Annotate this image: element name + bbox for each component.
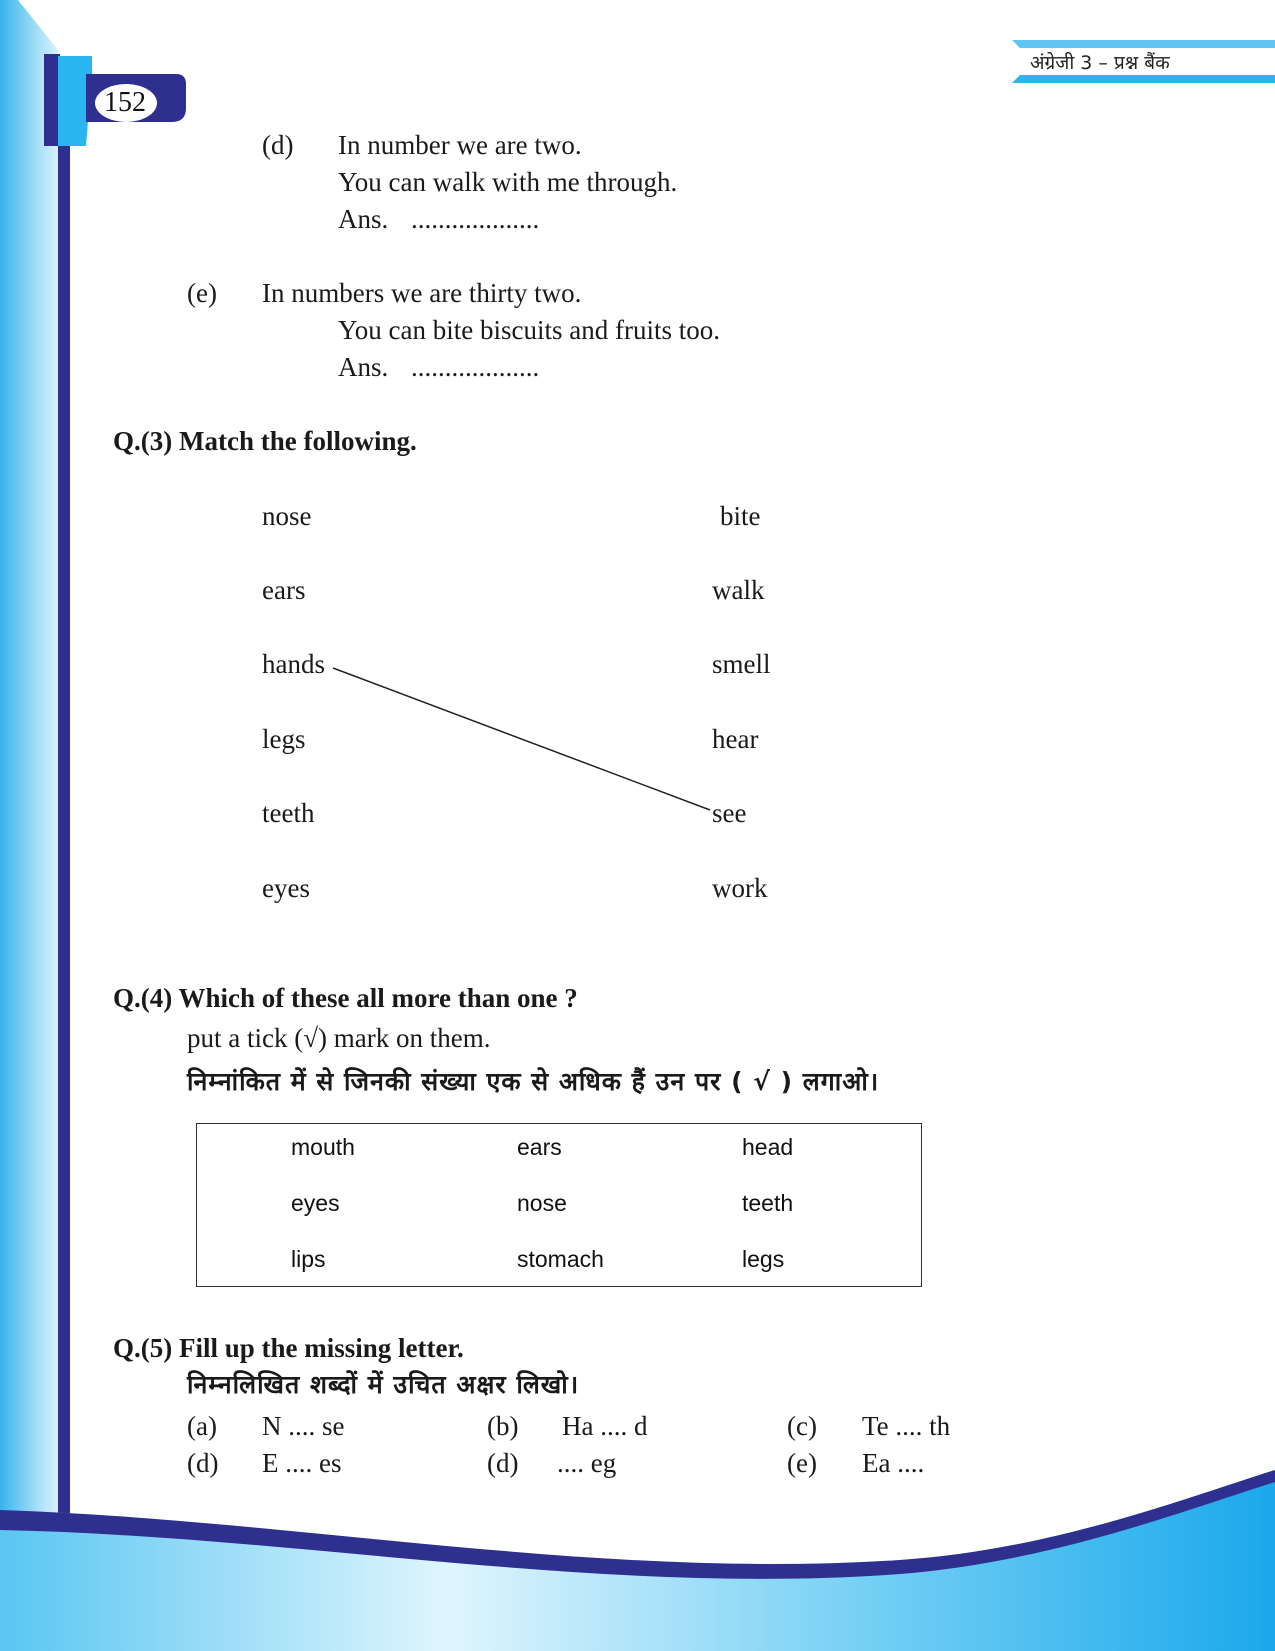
page-number: 152 (104, 87, 146, 118)
riddle-d-line2: You can walk with me through. (338, 167, 678, 197)
fill-item-label: (d) (487, 1448, 519, 1478)
riddle-d-answer-blank[interactable]: ................... (411, 204, 540, 234)
match-right-item[interactable]: see (712, 798, 747, 828)
q4-instruction-hindi: निम्नांकित में से जिनकी संख्या एक से अधिक हैं उन पर ( √ ) लगाओ। (187, 1067, 880, 1096)
word-option[interactable]: legs (742, 1246, 785, 1272)
word-option[interactable]: eyes (291, 1190, 340, 1216)
fill-item-label: (d) (187, 1448, 219, 1478)
q5-title: Q.(5) Fill up the missing letter. (113, 1333, 464, 1363)
fill-item-word[interactable]: .... eg (557, 1448, 617, 1478)
q4-title: Q.(4) Which of these all more than one ? (113, 983, 578, 1013)
fill-item-label: (e) (787, 1448, 817, 1478)
riddle-d-line1: In number we are two. (338, 130, 582, 160)
match-left-item[interactable]: ears (262, 575, 306, 605)
fill-item-label: (c) (787, 1411, 817, 1441)
riddle-e-line1: In numbers we are thirty two. (262, 278, 582, 308)
fill-item-word[interactable]: N .... se (262, 1411, 345, 1441)
fill-item-label: (b) (487, 1411, 519, 1441)
match-left-item[interactable]: nose (262, 501, 312, 531)
fill-item-word[interactable]: E .... es (262, 1448, 342, 1478)
word-option[interactable]: stomach (517, 1246, 604, 1272)
match-left-item[interactable]: legs (262, 724, 306, 754)
q4-instruction: put a tick (√) mark on them. (187, 1023, 491, 1053)
riddle-e-label: (e) (187, 278, 217, 308)
word-box (196, 1123, 922, 1287)
riddle-d-ans-label: Ans. (338, 204, 389, 234)
fill-item-word[interactable]: Ha .... d (562, 1411, 648, 1441)
match-left-item[interactable]: hands (262, 649, 325, 679)
match-right-item[interactable]: work (712, 873, 768, 903)
riddle-e-answer-blank[interactable]: ................... (411, 352, 540, 382)
match-right-item[interactable]: hear (712, 724, 759, 754)
match-right-item[interactable]: walk (712, 575, 765, 605)
match-right-item[interactable]: smell (712, 649, 771, 679)
word-option[interactable]: ears (517, 1134, 562, 1160)
match-left-item[interactable]: teeth (262, 798, 315, 828)
fill-item-word[interactable]: Te .... th (862, 1411, 951, 1441)
book-title: अंग्रेजी 3 – प्रश्न बैंक (1030, 52, 1170, 74)
word-option[interactable]: head (742, 1134, 794, 1160)
q5-instruction-hindi: निम्नलिखित शब्दों में उचित अक्षर लिखो। (187, 1370, 580, 1399)
riddle-e-ans-label: Ans. (338, 352, 389, 382)
word-option[interactable]: lips (291, 1246, 326, 1272)
q3-title: Q.(3) Match the following. (113, 426, 417, 456)
match-left-item[interactable]: eyes (262, 873, 310, 903)
word-option[interactable]: teeth (742, 1190, 794, 1216)
riddle-d-label: (d) (262, 130, 294, 160)
match-right-item[interactable]: bite (720, 501, 761, 531)
fill-item-label: (a) (187, 1411, 217, 1441)
riddle-e-line2: You can bite biscuits and fruits too. (338, 315, 720, 345)
word-option[interactable]: nose (517, 1190, 567, 1216)
word-option[interactable]: mouth (291, 1134, 355, 1160)
fill-item-word[interactable]: Ea .... (862, 1448, 925, 1478)
